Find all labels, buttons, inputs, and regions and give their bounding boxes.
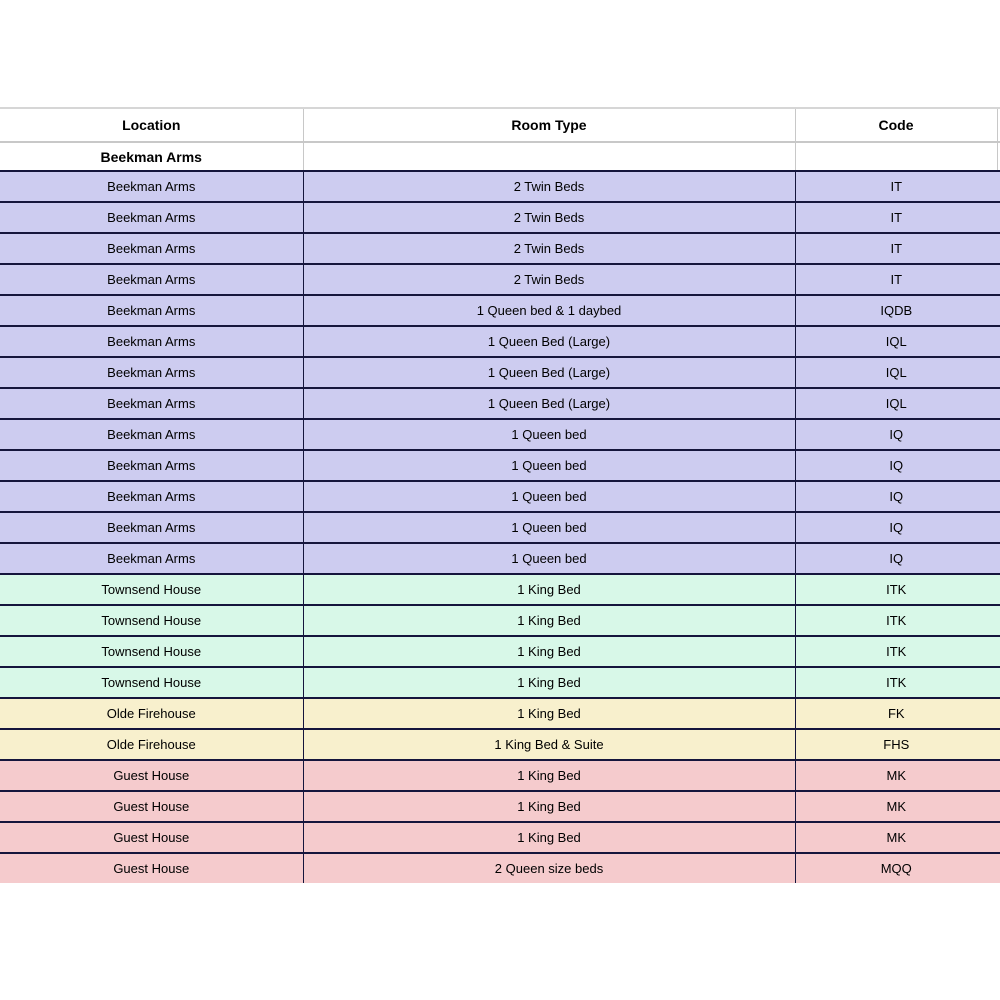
cell-location: Guest House [0, 791, 303, 822]
cell-location: Townsend House [0, 636, 303, 667]
cell-location: Beekman Arms [0, 419, 303, 450]
section-header-empty-room-type [303, 142, 795, 171]
cell-room-type: 1 King Bed [303, 791, 795, 822]
cell-room-type: 1 King Bed [303, 574, 795, 605]
cell-room-type: 2 Twin Beds [303, 171, 795, 202]
table-row [0, 698, 1000, 729]
cell-code: IQDB [795, 295, 997, 326]
cell-code: FK [795, 698, 997, 729]
cell-code: ITK [795, 667, 997, 698]
cell-room-type: 1 King Bed [303, 605, 795, 636]
header-row [0, 108, 1000, 142]
cell-code: ITK [795, 574, 997, 605]
table-row [0, 388, 1000, 419]
cell-location: Olde Firehouse [0, 729, 303, 760]
cell-code: MK [795, 822, 997, 853]
cell-code: IQ [795, 481, 997, 512]
section-header-label: Beekman Arms [0, 142, 303, 171]
table-row [0, 202, 1000, 233]
table-row [0, 264, 1000, 295]
cell-room-type: 1 King Bed [303, 667, 795, 698]
cell-location: Townsend House [0, 574, 303, 605]
cell-room-type: 1 Queen Bed (Large) [303, 388, 795, 419]
cell-location: Beekman Arms [0, 357, 303, 388]
column-header-code: Code [795, 108, 997, 142]
table-row [0, 760, 1000, 791]
cell-location: Beekman Arms [0, 388, 303, 419]
table-body [0, 142, 1000, 883]
table-row [0, 419, 1000, 450]
cell-room-type: 1 King Bed [303, 636, 795, 667]
table-row [0, 326, 1000, 357]
cell-room-type: 1 King Bed [303, 760, 795, 791]
cell-location: Beekman Arms [0, 450, 303, 481]
table-row [0, 233, 1000, 264]
room-code-table [0, 107, 1000, 883]
cell-code: FHS [795, 729, 997, 760]
table-row [0, 729, 1000, 760]
table-row [0, 481, 1000, 512]
cell-room-type: 1 Queen bed [303, 481, 795, 512]
section-header-empty-code [795, 142, 997, 171]
table-row [0, 512, 1000, 543]
table-row [0, 636, 1000, 667]
section-header-row [0, 142, 1000, 171]
table-header [0, 108, 1000, 142]
cell-location: Guest House [0, 760, 303, 791]
table-row [0, 605, 1000, 636]
cell-room-type: 1 Queen bed [303, 419, 795, 450]
cell-code: IT [795, 264, 997, 295]
cell-code: IT [795, 202, 997, 233]
table-row [0, 853, 1000, 883]
cell-room-type: 2 Twin Beds [303, 233, 795, 264]
table-row [0, 295, 1000, 326]
cell-code: IQ [795, 543, 997, 574]
cell-location: Beekman Arms [0, 481, 303, 512]
table-row [0, 574, 1000, 605]
column-header-location: Location [0, 108, 303, 142]
cell-location: Beekman Arms [0, 202, 303, 233]
table-row [0, 667, 1000, 698]
cell-code: IQ [795, 419, 997, 450]
cell-location: Townsend House [0, 667, 303, 698]
cell-location: Beekman Arms [0, 295, 303, 326]
cell-room-type: 1 Queen Bed (Large) [303, 326, 795, 357]
cell-code: ITK [795, 636, 997, 667]
table-row [0, 791, 1000, 822]
table-row [0, 822, 1000, 853]
cell-location: Townsend House [0, 605, 303, 636]
cell-code: MQQ [795, 853, 997, 883]
cell-location: Guest House [0, 853, 303, 883]
cell-room-type: 1 King Bed [303, 822, 795, 853]
table-row [0, 357, 1000, 388]
cell-code: IQL [795, 388, 997, 419]
cell-location: Guest House [0, 822, 303, 853]
table-row [0, 543, 1000, 574]
table-row [0, 450, 1000, 481]
cell-code: IQL [795, 357, 997, 388]
table-viewport [0, 107, 1000, 883]
cell-room-type: 1 Queen bed [303, 543, 795, 574]
cell-room-type: 1 Queen Bed (Large) [303, 357, 795, 388]
cell-code: IQL [795, 326, 997, 357]
cell-room-type: 1 Queen bed [303, 450, 795, 481]
cell-location: Beekman Arms [0, 171, 303, 202]
cell-code: IQ [795, 512, 997, 543]
cell-room-type: 1 King Bed [303, 698, 795, 729]
cell-room-type: 1 Queen bed [303, 512, 795, 543]
cell-code: ITK [795, 605, 997, 636]
cell-code: IQ [795, 450, 997, 481]
cell-room-type: 2 Twin Beds [303, 264, 795, 295]
cell-code: MK [795, 791, 997, 822]
cell-room-type: 2 Queen size beds [303, 853, 795, 883]
cell-code: MK [795, 760, 997, 791]
cell-location: Beekman Arms [0, 326, 303, 357]
cell-room-type: 1 King Bed & Suite [303, 729, 795, 760]
cell-location: Beekman Arms [0, 264, 303, 295]
cell-room-type: 2 Twin Beds [303, 202, 795, 233]
cell-location: Beekman Arms [0, 233, 303, 264]
cell-code: IT [795, 171, 997, 202]
cell-location: Beekman Arms [0, 543, 303, 574]
cell-location: Beekman Arms [0, 512, 303, 543]
cell-code: IT [795, 233, 997, 264]
cell-location: Olde Firehouse [0, 698, 303, 729]
table-row [0, 171, 1000, 202]
cell-room-type: 1 Queen bed & 1 daybed [303, 295, 795, 326]
column-header-room-type: Room Type [303, 108, 795, 142]
